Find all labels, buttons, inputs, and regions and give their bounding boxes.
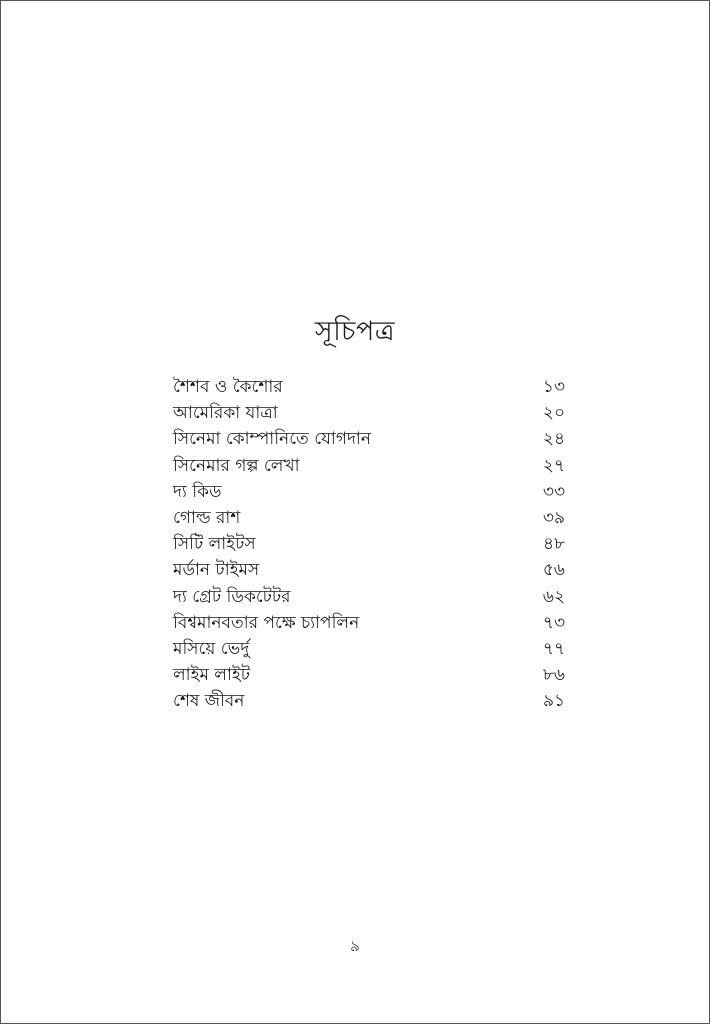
toc-chapter-title: শেষ জীবন	[173, 691, 245, 712]
toc-chapter-title: গোল্ড রাশ	[173, 508, 241, 529]
toc-page-number: ১৩	[542, 377, 565, 398]
toc-entry	[173, 400, 565, 426]
toc-entry	[173, 479, 565, 505]
toc-entry	[173, 610, 565, 636]
toc-chapter-title: আমেরিকা যাত্রা	[173, 403, 278, 424]
toc-page-number: ৭৩	[542, 612, 565, 633]
toc-entry	[173, 636, 565, 662]
toc-chapter-title: মসিয়ে ভের্দু	[173, 638, 250, 659]
toc-chapter-title: সিনেমা কোম্পানিতে যোগদান	[173, 429, 371, 450]
toc-page-number: ২০	[542, 403, 565, 424]
toc-page-number: ৫৬	[542, 560, 565, 581]
toc-list	[173, 374, 565, 714]
toc-page-number: ৩৯	[542, 508, 565, 529]
page-footer-number: ৯	[350, 937, 360, 955]
toc-entry	[173, 557, 565, 583]
toc-page-number: ৩৩	[542, 481, 565, 502]
toc-chapter-title: লাইম লাইট	[173, 665, 250, 686]
toc-page-number: ২৪	[542, 429, 565, 450]
toc-chapter-title: মর্ডান টাইমস	[173, 560, 260, 581]
toc-chapter-title: দ্য কিড	[173, 481, 222, 502]
toc-page-number: ৪৮	[542, 534, 565, 555]
toc-entry	[173, 505, 565, 531]
toc-chapter-title: বিশ্বমানবতার পক্ষে চ্যাপলিন	[173, 612, 360, 633]
toc-entry	[173, 584, 565, 610]
toc-page-number: ৭৭	[542, 638, 565, 659]
toc-entry	[173, 426, 565, 452]
toc-title: সূচিপত্র	[314, 316, 396, 347]
toc-entry	[173, 453, 565, 479]
toc-chapter-title: সিনেমার গল্প লেখা	[173, 455, 300, 476]
toc-page-number: ৯১	[542, 691, 565, 712]
toc-page-number: ৬২	[542, 586, 565, 607]
toc-entry	[173, 374, 565, 400]
toc-chapter-title: দ্য গ্রেট ডিকটেটর	[173, 586, 291, 607]
toc-page-number: ২৭	[542, 455, 565, 476]
toc-chapter-title: শৈশব ও কৈশোর	[173, 377, 283, 398]
toc-entry	[173, 662, 565, 688]
toc-entry	[173, 531, 565, 557]
toc-entry	[173, 688, 565, 714]
toc-chapter-title: সিটি লাইটস	[173, 534, 256, 555]
toc-page-number: ৮৬	[542, 665, 565, 686]
